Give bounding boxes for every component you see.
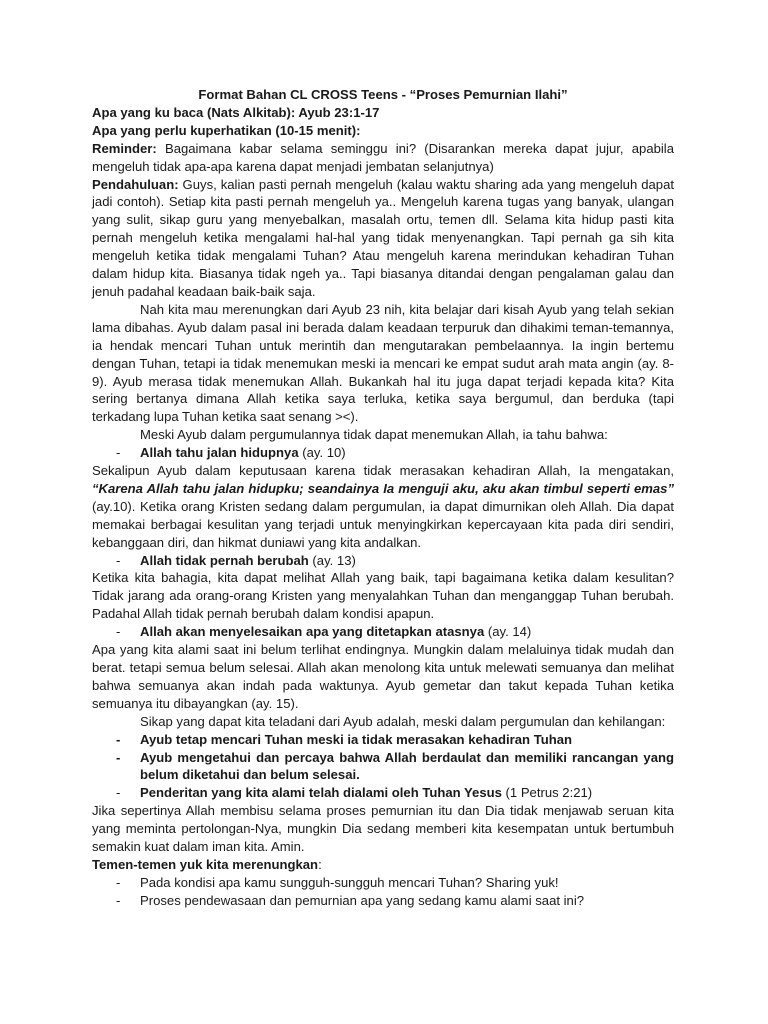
question-item	[92, 874, 674, 892]
dash-marker: -	[116, 785, 121, 801]
point2-title: Allah tidak pernah berubah	[140, 552, 309, 568]
attitude-ref: (1 Petrus 2:21)	[501, 785, 593, 801]
reading-heading	[92, 104, 674, 122]
point1-ref: (ay. 10)	[298, 445, 346, 461]
point1-body	[92, 462, 674, 552]
reflect-label: Temen-temen yuk kita merenungkan	[92, 856, 319, 872]
document-page	[92, 86, 674, 910]
point3-title: Allah akan menyelesaikan apa yang ditetapkan atasnya	[140, 624, 485, 640]
point1-list	[92, 444, 674, 462]
reminder-label: Reminder:	[92, 140, 157, 156]
question-list	[92, 874, 674, 910]
dash-marker: -	[116, 874, 121, 890]
point3-ref: (ay. 14)	[484, 624, 532, 640]
reminder-text: Bagaimana kabar selama seminggu ini? (Disarankan mereka dapat jujur, apabila mengeluh tidak apa-apa karena dapat menjadi jembatan selanjutnya)	[92, 140, 674, 174]
dash-marker: -	[116, 731, 121, 747]
intro-label: Pendahuluan:	[92, 176, 179, 192]
point1-item	[92, 444, 674, 462]
point1-title: Allah tahu jalan hidupnya	[140, 445, 299, 461]
point2-body: Ketika kita bahagia, kita dapat melihat Allah yang baik, tapi bagaimana ketika dalam kesulitan? Tidak jarang ada orang-orang Kristen yang menyalahkan Tuhan dan menganggap Tuhan berubah. Padahal Allah tidak pernah berubah dalam kondisi apapun.	[92, 570, 674, 622]
attitude-list	[92, 731, 674, 803]
reflect-colon: :	[318, 856, 322, 872]
question-text: Proses pendewasaan dan pemurnian apa yang sedang kamu alami saat ini?	[140, 892, 585, 908]
intro-paragraph	[92, 176, 674, 301]
closing-paragraph: Jika sepertinya Allah membisu selama proses pemurnian itu dan Dia tidak menjawab seruan kita yang meminta pertolongan-Nya, mungkin Dia sedang memberi kita kesempatan untuk bertumbuh semakin kuat dalam iman kita. Amin.	[92, 803, 674, 855]
job23-paragraph: Nah kita mau merenungkan dari Ayub 23 nih, kita belajar dari kisah Ayub yang telah sekian lama dibahas. Ayub dalam pasal ini berada dalam keadaan terpuruk dan dihakimi teman-temannya, ia hendak mencari Tuhan untuk merintih dan mengutarakan pembelaannya. Ia ingin bertemu dengan Tuhan, tetapi ia tidak menemukan meski ia mencari ke empat sudut arah mata angin (ay. 8-9). Ayub merasa tidak menemukan Allah. Bukankah hal itu juga dapat terjadi kepada kita? Kita sering bertanya dimana Allah ketika saya terluka, ketika saya bergumul, dan berduka (tapi terkadang lupa Tuhan ketika saat senang ><).	[92, 301, 674, 425]
point3-body: Apa yang kita alami saat ini belum terlihat endingnya. Mungkin dalam melaluinya tidak mudah dan berat. tetapi semua belum selesai. Allah akan menolong kita untuk melewati semuanya dan melihat bahwa semuanya akan indah pada waktunya. Ayub gemetar dan takut kepada Tuhan ketika semuanya itu dibayangkan (ay. 15).	[92, 642, 674, 711]
attitude-item	[92, 784, 674, 802]
attention-label: Apa yang perlu kuperhatikan (10-15 menit):	[92, 122, 361, 138]
attitude-text: Ayub tetap mencari Tuhan meski ia tidak merasakan kehadiran Tuhan	[140, 731, 572, 747]
dash-marker: -	[116, 749, 121, 765]
attention-heading	[92, 122, 674, 140]
point3-item	[92, 623, 674, 641]
question-item	[92, 892, 674, 910]
point2-list	[92, 552, 674, 570]
dash-marker: -	[116, 445, 121, 461]
dash-marker: -	[116, 624, 121, 640]
question-text: Pada kondisi apa kamu sungguh-sungguh mencari Tuhan? Sharing yuk!	[140, 874, 559, 890]
point3-list	[92, 623, 674, 641]
dash-marker: -	[116, 552, 121, 568]
point2-item	[92, 552, 674, 570]
attitude-text: Penderitan yang kita alami telah dialami oleh Tuhan Yesus	[140, 785, 502, 801]
dash-marker: -	[116, 892, 121, 908]
point2-ref: (ay. 13)	[308, 552, 356, 568]
attitude-text: Ayub mengetahui dan percaya bahwa Allah berdaulat dan memiliki rancangan yang belum diketahui dan belum selesai.	[140, 749, 674, 783]
point1-text-2: (ay.10). Ketika orang Kristen sedang dalam pergumulan, ia dapat dimurnikan oleh Allah. Dia dapat memakai berbagai kesulitan yang terjadi untuk menyingkirkan kepercayaan kita pada diri sendiri, kebanggaan diri, dan hikmat duniawi yang kita andalkan.	[92, 498, 674, 550]
reflect-heading	[92, 856, 674, 874]
point1-quote: “Karena Allah tahu jalan hidupku; seandainya Ia menguji aku, aku akan timbul seperti emas”	[92, 480, 674, 496]
reminder-paragraph	[92, 140, 674, 176]
knows-paragraph: Meski Ayub dalam pergumulannya tidak dapat menemukan Allah, ia tahu bahwa:	[140, 427, 608, 443]
document-title: Format Bahan CL CROSS Teens - “Proses Pemurnian Ilahi”	[198, 87, 568, 102]
attitude-item	[92, 749, 674, 785]
attitude-paragraph: Sikap yang dapat kita teladani dari Ayub adalah, meski dalam pergumulan dan kehilangan:	[140, 713, 666, 729]
attitude-item	[92, 731, 674, 749]
reading-label: Apa yang ku baca (Nats Alkitab): Ayub 23:1-17	[92, 104, 380, 120]
point1-text-1: Sekalipun Ayub dalam keputusaan karena tidak merasakan kehadiran Allah, Ia mengatakan,	[92, 463, 674, 479]
intro-text: Guys, kalian pasti pernah mengeluh (kalau waktu sharing ada yang mengeluh dapat jadi contoh). Setiap kita pasti pernah mengeluh ya.. Mengeluh karena tugas yang banyak, ulangan yang sulit, sikap guru yang menyebalkan, masalah ortu, temen dll. Selama kita hidup pasti kita pernah mengeluh ketika mengalami hal-hal yang tidak menyenangkan. Tapi pernah ga sih kita mengeluh ketika tidak mengalami Tuhan? Atau mengeluh karena merindukan kehadiran Tuhan dalam hidup kita. Biasanya tidak ngeh ya.. Tapi biasanya ditandai dengan pengalaman galau dan jenuh padahal keadaan baik-baik saja.	[92, 176, 674, 299]
